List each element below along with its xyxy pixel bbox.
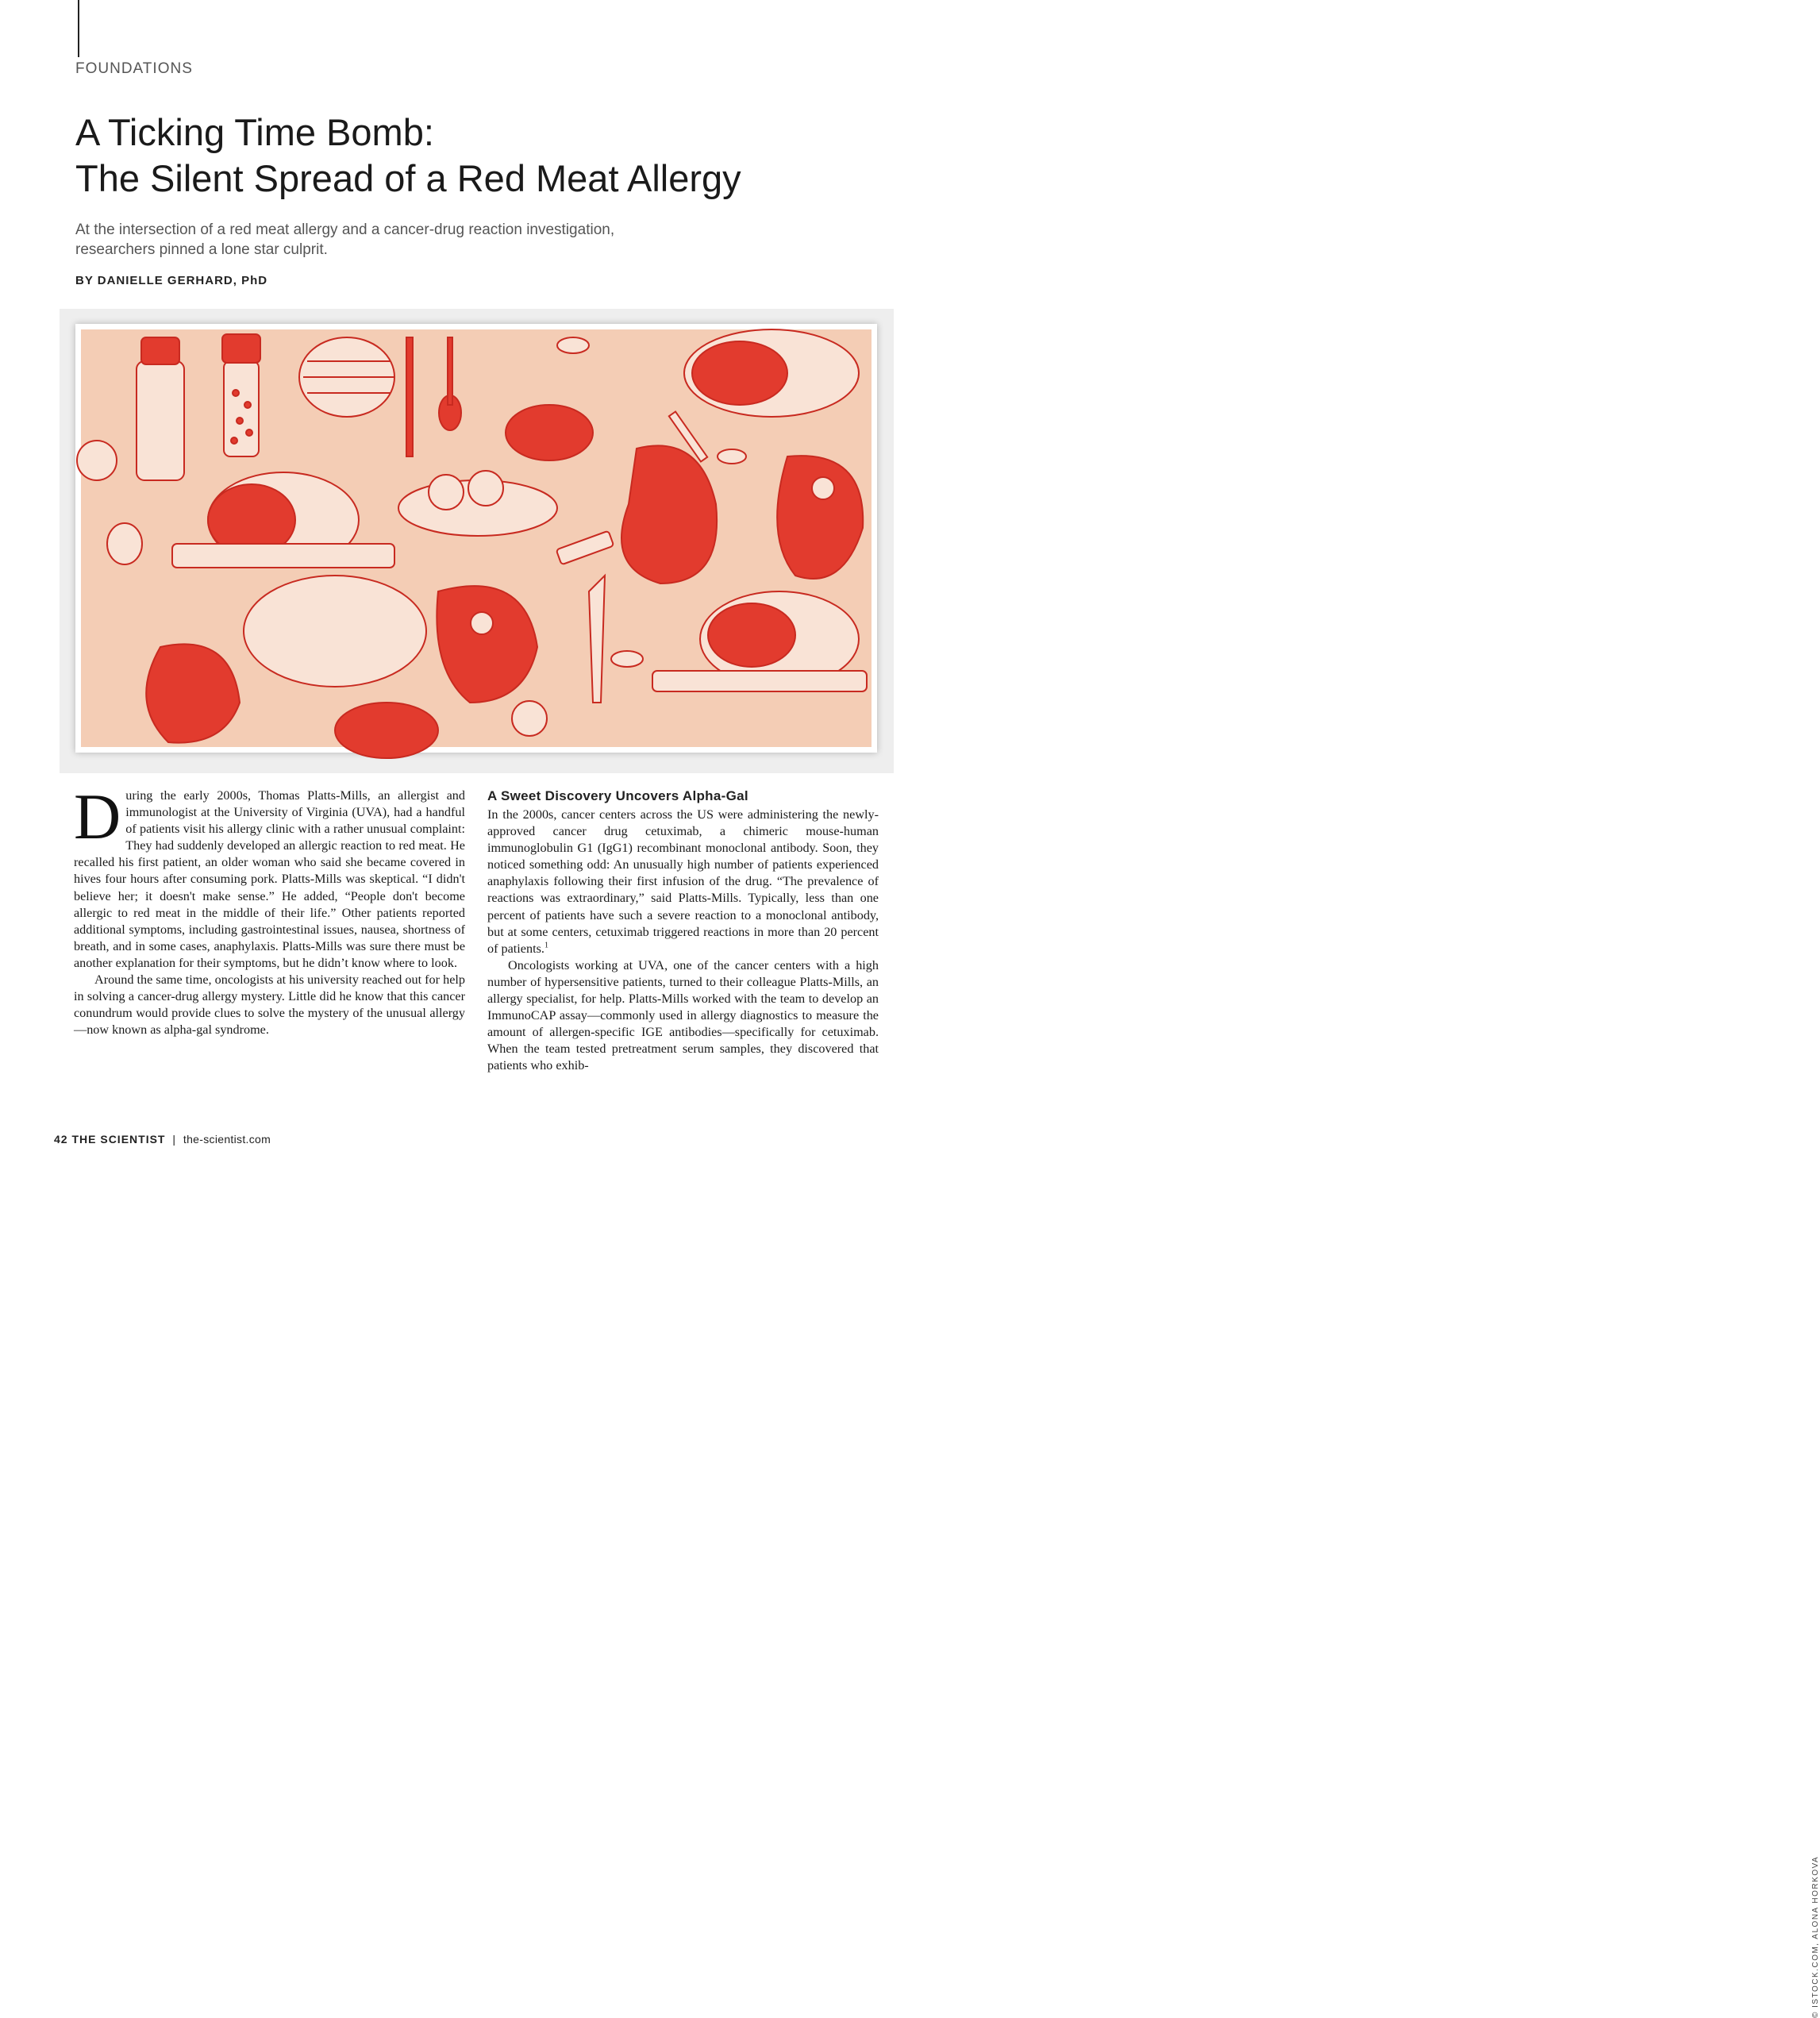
dek-line-1: At the intersection of a red meat allergy and a cancer-drug reaction investigation,	[75, 221, 615, 238]
page-footer	[54, 1133, 271, 1146]
website-url: the-scientist.com	[183, 1133, 271, 1146]
paragraph-text: In the 2000s, cancer centers across the US were administering the newly-approved cancer drug cetuximab, a chimeric mouse-human immunoglobulin G1 (IgG1) recombinant monoclonal antibody. Soon, they noticed something odd: An unusually high number of patients experienced anaphylaxis following their first infusion of the drug. “The prevalence of reactions was extraordinary,” said Platts-Mills. Typically, less than one percent of patients have such a severe reaction to a monoclonal antibody, but at some centers, cetuximab triggered reactions in more than 20 percent of patients.	[487, 807, 879, 956]
illustration	[75, 324, 877, 753]
title-line-2: The Silent Spread of a Red Meat Allergy	[75, 157, 741, 199]
image-credit: © ISTOCK.COM, ALONA HORKOVA	[1811, 1855, 1820, 2018]
magazine-name: THE SCIENTIST	[71, 1133, 166, 1146]
paragraph-text: uring the early 2000s, Thomas Platts-Mills, an allergist and immunologist at the University of Virginia (UVA), had a handful of patients visit his allergy clinic with a rather unusual complaint: They had suddenly developed an allergic reaction to red meat. He recalled his first patient, an older woman who said she became covered in hives four hours after consuming pork. Platts-Mills was skeptical. “I didn't believe her; it doesn't make sense.” He added, “People don't become allergic to red meat in the middle of their life.” Other patients reported additional symptoms, including gastrointestinal issues, nausea, shortness of breath, and in some cases, anaphylaxis. Platts-Mills was sure there must be another explanation for their symptoms, but he didn’t know where to look.	[74, 788, 465, 970]
footer-separator: |	[172, 1133, 177, 1146]
page-number: 42	[54, 1133, 68, 1146]
paragraph: Oncologists working at UVA, one of the cancer centers with a high number of hypersensitive patients, turned to their colleague Platts-Mills, an allergy specialist, for help. Platts-Mills worked with the team to develop an ImmunoCAP assay—commonly used in allergy diagnostics to measure the amount of allergen-specific IGE antibodies—specifically for cetuximab. When the team tested pretreatment serum samples, they discovered that patients who exhib-	[487, 957, 879, 1073]
paragraph	[487, 807, 879, 957]
paragraph: Around the same time, oncologists at his university reached out for help in solving a cancer-drug allergy mystery. Little did he know that this cancer conundrum would provide clues to solve the mystery of the unusual allergy—now known as alpha-gal syndrome.	[74, 972, 465, 1038]
section-label: FOUNDATIONS	[75, 60, 193, 77]
reference-number: 1	[544, 941, 548, 950]
paragraph	[74, 780, 465, 972]
credit-anchor	[901, 1080, 1820, 2018]
right-column	[487, 788, 879, 1075]
left-column	[74, 780, 465, 1038]
article-title	[75, 110, 877, 202]
title-line-1: A Ticking Time Bomb:	[75, 111, 434, 153]
subheading: A Sweet Discovery Uncovers Alpha-Gal	[487, 788, 748, 803]
dek-line-2: researchers pinned a lone star culprit.	[75, 241, 328, 258]
section-rule	[78, 0, 79, 57]
drop-cap: D	[74, 780, 121, 853]
byline: BY DANIELLE GERHARD, PhD	[75, 274, 268, 287]
red-meat-illustration	[81, 329, 872, 747]
article-dek	[75, 220, 790, 260]
